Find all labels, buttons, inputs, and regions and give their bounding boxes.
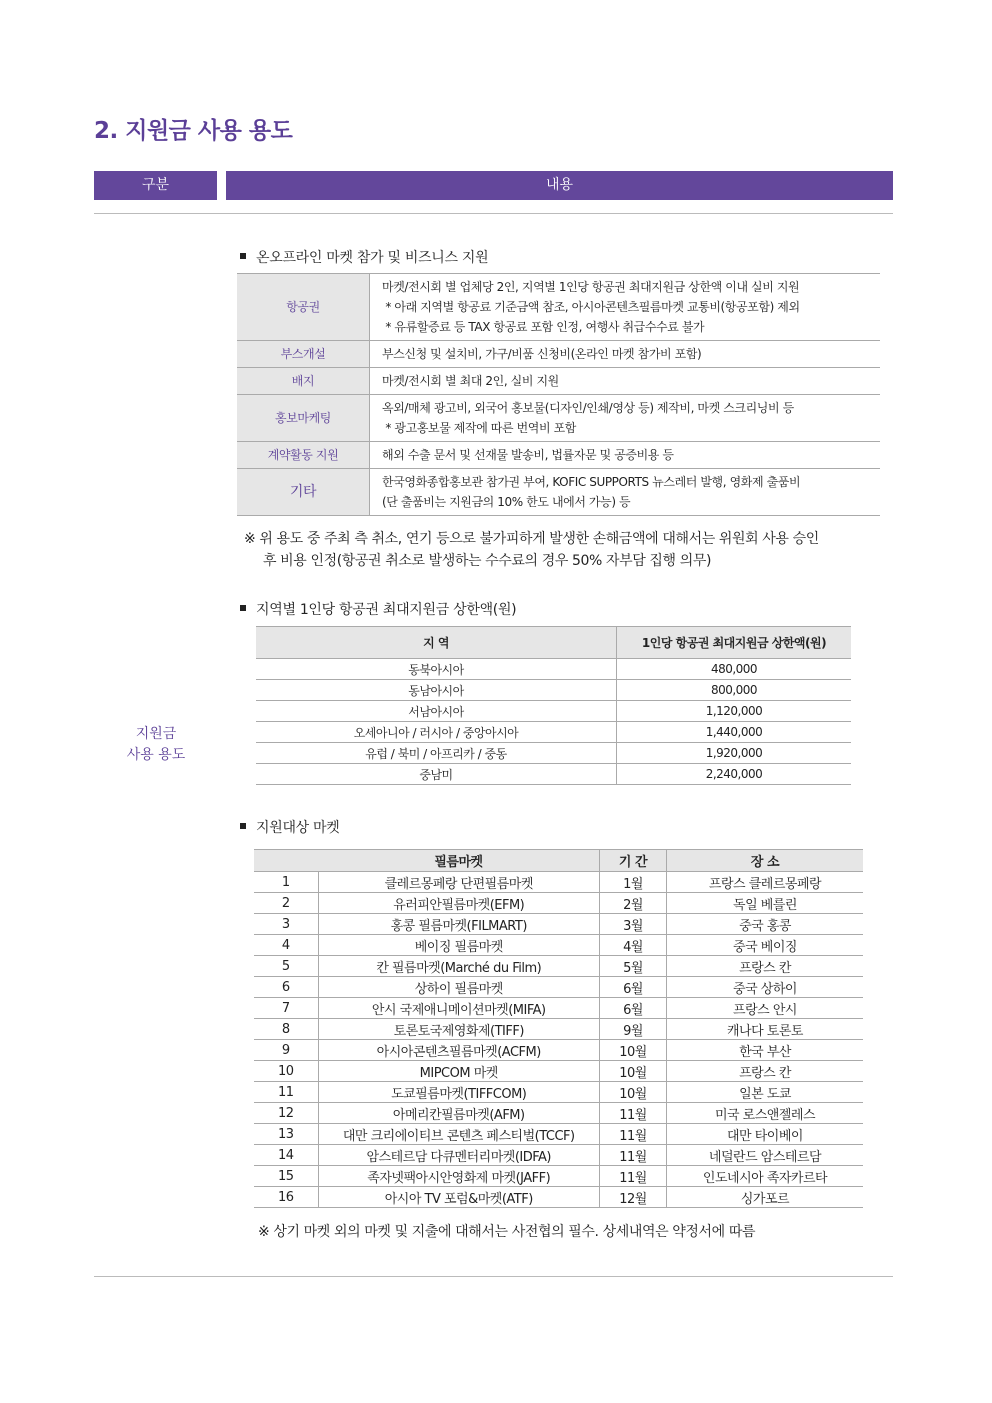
market-row — [254, 1061, 863, 1082]
support-row — [237, 341, 880, 368]
airfare-row — [256, 701, 851, 722]
market-place-cell: 일본 도쿄 — [667, 1082, 864, 1103]
market-place-cell: 대만 타이베이 — [667, 1124, 864, 1145]
market-period-cell: 1월 — [600, 872, 667, 893]
side-label-line2: 사용 용도 — [126, 747, 186, 763]
market-place-cell: 캐나다 토론토 — [667, 1019, 864, 1040]
market-period-cell: 9월 — [600, 1019, 667, 1040]
support-row — [237, 274, 880, 341]
support-row-content — [370, 341, 881, 368]
col-region: 지 역 — [256, 627, 617, 659]
market-name-cell: 토론토국제영화제(TIFF) — [318, 1019, 600, 1040]
support-row-label: 항공권 — [237, 274, 370, 341]
market-name-cell: 안시 국제애니메이션마켓(MIFA) — [318, 998, 600, 1019]
market-no-cell: 11 — [254, 1082, 318, 1103]
market-name-cell: 아시아콘텐츠필름마켓(ACFM) — [318, 1040, 600, 1061]
col-market: 필름마켓 — [318, 850, 600, 872]
page-title: 2. 지원금 사용 용도 — [94, 118, 293, 144]
support-row-line: 마켓/전시회 별 최대 2인, 실비 지원 — [382, 374, 559, 388]
market-name-cell: 족자넷팩아시안영화제 마켓(JAFF) — [318, 1166, 600, 1187]
col-amount: 1인당 항공권 최대지원금 상한액(원) — [617, 627, 852, 659]
footer-divider — [94, 1276, 893, 1277]
part1-note — [244, 528, 894, 572]
region-cell: 오세아니아 / 러시아 / 중앙아시아 — [256, 722, 617, 743]
market-place-cell: 프랑스 칸 — [667, 956, 864, 977]
market-place-cell: 한국 부산 — [667, 1040, 864, 1061]
support-row-line: 한국영화종합홍보관 참가권 부여, KOFIC SUPPORTS 뉴스레터 발행, 영화제 출품비 — [382, 475, 801, 489]
support-row-content — [370, 274, 881, 341]
market-row — [254, 872, 863, 893]
bullet-square-icon — [240, 253, 246, 259]
market-no-cell: 16 — [254, 1187, 318, 1208]
part2-heading-text: 지역별 1인당 항공권 최대지원금 상한액(원) — [256, 602, 517, 618]
market-period-cell: 3월 — [600, 914, 667, 935]
region-cell: 서남아시아 — [256, 701, 617, 722]
airfare-row — [256, 764, 851, 785]
market-period-cell: 6월 — [600, 998, 667, 1019]
part1-heading-text: 온오프라인 마켓 참가 및 비즈니스 지원 — [256, 250, 489, 266]
support-row-line: 옥외/매체 광고비, 외국어 홍보물(디자인/인쇄/영상 등) 제작비, 마켓 스크리닝비 등 — [382, 401, 794, 415]
market-row — [254, 1019, 863, 1040]
support-row — [237, 368, 880, 395]
market-row — [254, 1103, 863, 1124]
airfare-row — [256, 722, 851, 743]
market-no-cell: 7 — [254, 998, 318, 1019]
market-no-cell: 8 — [254, 1019, 318, 1040]
market-no-cell: 2 — [254, 893, 318, 914]
support-row — [237, 395, 880, 442]
market-period-cell: 5월 — [600, 956, 667, 977]
support-row — [237, 442, 880, 469]
market-name-cell: 유러피안필름마켓(EFM) — [318, 893, 600, 914]
amount-cell: 1,920,000 — [617, 743, 852, 764]
region-cell: 동북아시아 — [256, 659, 617, 680]
market-row — [254, 1187, 863, 1208]
side-label — [94, 724, 218, 766]
support-row-content — [370, 395, 881, 442]
market-row — [254, 1082, 863, 1103]
part2-heading — [240, 599, 516, 619]
market-place-cell: 프랑스 칸 — [667, 1061, 864, 1082]
market-period-cell: 10월 — [600, 1061, 667, 1082]
part3-heading — [240, 817, 340, 837]
market-no-cell: 13 — [254, 1124, 318, 1145]
amount-cell: 1,120,000 — [617, 701, 852, 722]
market-row — [254, 1145, 863, 1166]
part3-heading-text: 지원대상 마켓 — [256, 820, 340, 836]
region-cell: 동남아시아 — [256, 680, 617, 701]
market-period-cell: 11월 — [600, 1166, 667, 1187]
col-place: 장 소 — [667, 850, 864, 872]
market-table — [254, 849, 863, 1208]
market-row — [254, 893, 863, 914]
market-place-cell: 싱가포르 — [667, 1187, 864, 1208]
market-row — [254, 935, 863, 956]
support-row-line: * 광고홍보물 제작에 따른 번역비 포함 — [382, 421, 576, 435]
market-row — [254, 1166, 863, 1187]
market-row — [254, 998, 863, 1019]
col-no — [254, 850, 318, 872]
market-row — [254, 956, 863, 977]
market-place-cell: 중국 홍콩 — [667, 914, 864, 935]
market-period-cell: 10월 — [600, 1082, 667, 1103]
market-no-cell: 3 — [254, 914, 318, 935]
market-period-cell: 2월 — [600, 893, 667, 914]
market-name-cell: 칸 필름마켓(Marché du Film) — [318, 956, 600, 977]
part1-note-line1: ※ 위 용도 중 주최 측 취소, 연기 등으로 불가피하게 발생한 손해금액에 대해서는 위원회 사용 승인 — [244, 531, 819, 547]
support-row-line: * 유류할증료 등 TAX 항공료 포함 인정, 여행사 취급수수료 불가 — [382, 320, 705, 334]
airfare-row — [256, 743, 851, 764]
market-name-cell: 암스테르담 다큐멘터리마켓(IDFA) — [318, 1145, 600, 1166]
support-row-line: * 아래 지역별 항공료 기준금액 참조, 아시아콘텐츠필름마켓 교통비(항공포함) 제외 — [382, 300, 800, 314]
market-no-cell: 15 — [254, 1166, 318, 1187]
bullet-square-icon — [240, 605, 246, 611]
market-no-cell: 1 — [254, 872, 318, 893]
amount-cell: 1,440,000 — [617, 722, 852, 743]
header-divider — [94, 213, 893, 214]
amount-cell: 480,000 — [617, 659, 852, 680]
market-no-cell: 10 — [254, 1061, 318, 1082]
market-period-cell: 10월 — [600, 1040, 667, 1061]
airfare-row — [256, 680, 851, 701]
market-name-cell: 상하이 필름마켓 — [318, 977, 600, 998]
support-row-content — [370, 368, 881, 395]
market-row — [254, 1040, 863, 1061]
market-row — [254, 977, 863, 998]
market-period-cell: 6월 — [600, 977, 667, 998]
market-name-cell: 대만 크리에이티브 콘텐츠 페스티벌(TCCF) — [318, 1124, 600, 1145]
market-name-cell: 홍콩 필름마켓(FILMART) — [318, 914, 600, 935]
market-period-cell: 11월 — [600, 1124, 667, 1145]
bullet-square-icon — [240, 823, 246, 829]
header-col-content: 내용 — [226, 171, 893, 200]
support-row-line: 해외 수출 문서 및 선재물 발송비, 법률자문 및 공증비용 등 — [382, 448, 674, 462]
market-no-cell: 12 — [254, 1103, 318, 1124]
market-name-cell: 베이징 필름마켓 — [318, 935, 600, 956]
amount-cell: 800,000 — [617, 680, 852, 701]
col-period: 기 간 — [600, 850, 667, 872]
market-no-cell: 6 — [254, 977, 318, 998]
support-row-label: 계약활동 지원 — [237, 442, 370, 469]
market-place-cell: 프랑스 클레르몽페랑 — [667, 872, 864, 893]
header-col-category: 구분 — [94, 171, 217, 200]
market-place-cell: 중국 상하이 — [667, 977, 864, 998]
market-place-cell: 독일 베를린 — [667, 893, 864, 914]
support-row-line: (단 출품비는 지원금의 10% 한도 내에서 가능) 등 — [382, 495, 631, 509]
market-name-cell: 도쿄필름마켓(TIFFCOM) — [318, 1082, 600, 1103]
market-name-cell: MIPCOM 마켓 — [318, 1061, 600, 1082]
market-place-cell: 중국 베이징 — [667, 935, 864, 956]
support-row-label: 부스개설 — [237, 341, 370, 368]
market-no-cell: 14 — [254, 1145, 318, 1166]
market-row — [254, 1124, 863, 1145]
market-row — [254, 914, 863, 935]
market-no-cell: 4 — [254, 935, 318, 956]
support-row-content — [370, 442, 881, 469]
market-place-cell: 프랑스 안시 — [667, 998, 864, 1019]
market-period-cell: 11월 — [600, 1103, 667, 1124]
market-place-cell: 미국 로스앤젤레스 — [667, 1103, 864, 1124]
region-cell: 중남미 — [256, 764, 617, 785]
market-name-cell: 클레르몽페랑 단편필름마켓 — [318, 872, 600, 893]
market-period-cell: 12월 — [600, 1187, 667, 1208]
market-name-cell: 아시아 TV 포럼&마켓(ATF) — [318, 1187, 600, 1208]
market-name-cell: 아메리칸필름마켓(AFM) — [318, 1103, 600, 1124]
airfare-cap-table — [256, 626, 851, 785]
market-period-cell: 4월 — [600, 935, 667, 956]
market-place-cell: 인도네시아 족자카르타 — [667, 1166, 864, 1187]
side-label-line1: 지원금 — [135, 726, 177, 742]
market-no-cell: 5 — [254, 956, 318, 977]
support-row-label: 홍보마케팅 — [237, 395, 370, 442]
support-row-line: 부스신청 및 설치비, 가구/비품 신청비(온라인 마켓 참가비 포함) — [382, 347, 702, 361]
market-period-cell: 11월 — [600, 1145, 667, 1166]
support-row-content — [370, 469, 881, 516]
part1-heading — [240, 247, 488, 267]
part3-note: ※ 상기 마켓 외의 마켓 및 지출에 대해서는 사전협의 필수. 상세내역은 약정서에 따름 — [258, 1224, 756, 1240]
support-row — [237, 469, 880, 516]
support-items-table — [237, 273, 880, 516]
amount-cell: 2,240,000 — [617, 764, 852, 785]
market-no-cell: 9 — [254, 1040, 318, 1061]
support-row-label: 기타 — [237, 469, 370, 516]
support-row-label: 배지 — [237, 368, 370, 395]
market-place-cell: 네덜란드 암스테르담 — [667, 1145, 864, 1166]
support-row-line: 마켓/전시회 별 업체당 2인, 지역별 1인당 항공권 최대지원금 상한액 이내 실비 지원 — [382, 280, 800, 294]
region-cell: 유럽 / 북미 / 아프리카 / 중동 — [256, 743, 617, 764]
airfare-row — [256, 659, 851, 680]
part1-note-line2: 후 비용 인정(항공권 취소로 발생하는 수수료의 경우 50% 자부담 집행 의무) — [263, 553, 712, 569]
